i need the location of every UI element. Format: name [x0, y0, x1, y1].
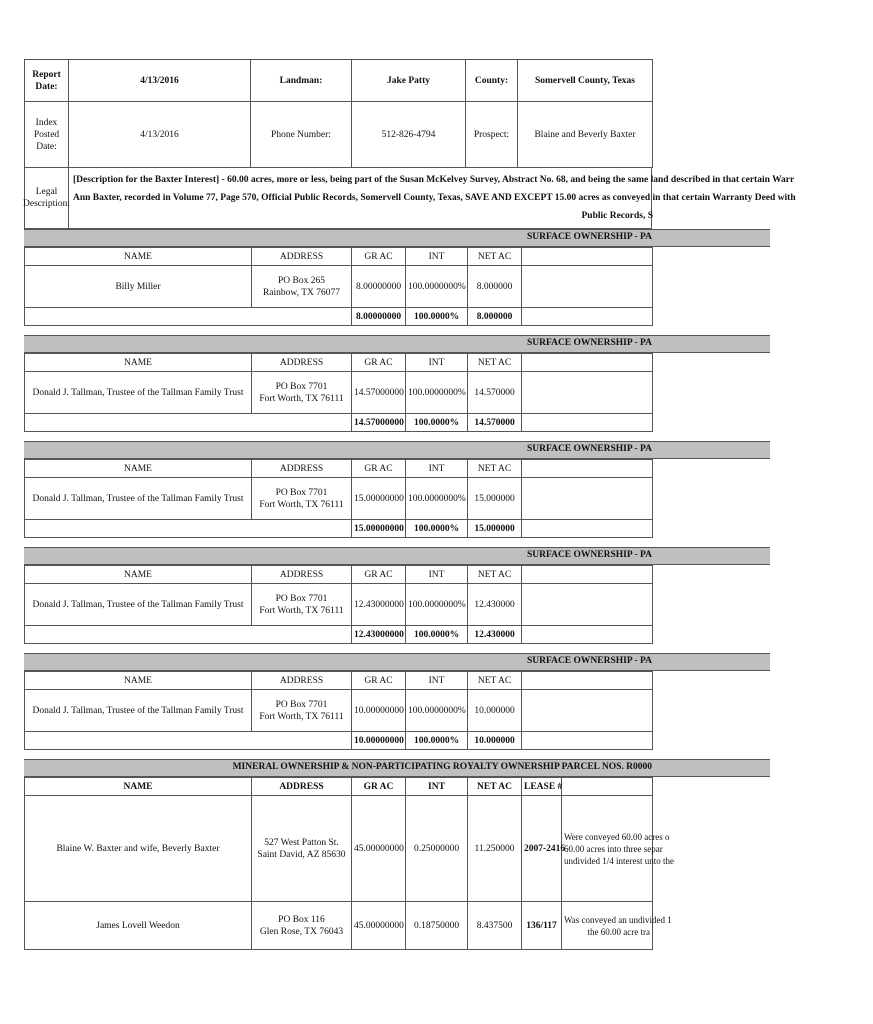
conveyance-note — [562, 902, 672, 950]
col-netac-header: NET AC — [468, 354, 522, 372]
col-netac-header: NET AC — [468, 248, 522, 266]
col-netac-header: NET AC — [468, 460, 522, 478]
total-row — [25, 308, 653, 326]
col-address-header: ADDRESS — [252, 354, 352, 372]
address-line-2: Rainbow, TX 76077 — [262, 287, 341, 298]
owner-address — [252, 266, 352, 308]
index-posted-value: 4/13/2016 — [69, 102, 251, 168]
note-line-1: Were conveyed 60.00 acres o — [564, 831, 670, 842]
lease-number: 136/117 — [522, 902, 562, 950]
surface-ownership-table — [24, 671, 653, 750]
interest: 0.18750000 — [406, 902, 468, 950]
col-grac-header: GR AC — [352, 778, 406, 796]
table-row — [25, 902, 653, 950]
report-date-value: 4/13/2016 — [69, 60, 251, 102]
surface-ownership-band — [24, 335, 770, 353]
legal-line-3: Public Records, S — [581, 211, 653, 221]
blank-cell — [522, 414, 653, 432]
note-line-2: the 60.00 acre tra — [587, 926, 650, 937]
blank-cell — [522, 266, 653, 308]
address-line-2: Fort Worth, TX 76111 — [259, 711, 344, 722]
owner-name: James Lovell Weedon — [25, 902, 252, 950]
total-net-acres: 14.570000 — [468, 414, 522, 432]
address-line-2: Fort Worth, TX 76111 — [259, 393, 344, 404]
interest: 100.0000000% — [406, 372, 468, 414]
net-acres: 11.250000 — [468, 796, 522, 902]
total-interest: 100.0000% — [406, 732, 468, 750]
table-row — [25, 584, 653, 626]
blank-cell — [522, 372, 653, 414]
owner-address — [252, 478, 352, 520]
address-line-1: PO Box 265 — [278, 275, 325, 286]
note-line-3: undivided 1/4 interest unto the — [564, 855, 674, 866]
net-acres: 15.000000 — [468, 478, 522, 520]
owner-name: Donald J. Tallman, Trustee of the Tallman Family Trust — [25, 478, 252, 520]
surface-ownership-title: SURFACE OWNERSHIP - PA — [526, 338, 652, 348]
owner-name: Billy Miller — [25, 266, 252, 308]
total-row — [25, 414, 653, 432]
blank-cell — [562, 778, 653, 796]
surface-ownership-table — [24, 565, 653, 644]
table-row — [25, 372, 653, 414]
mineral-ownership-title: MINERAL OWNERSHIP & NON-PARTICIPATING ROYALTY OWNERSHIP PARCEL NOS. R0000 — [232, 762, 652, 772]
total-interest: 100.0000% — [406, 414, 468, 432]
table-row — [25, 478, 653, 520]
total-gross-acres: 8.00000000 — [352, 308, 406, 326]
blank-cell — [522, 460, 653, 478]
legal-description — [23, 167, 796, 229]
owner-address — [252, 372, 352, 414]
blank-cell — [522, 690, 653, 732]
net-acres: 8.000000 — [468, 266, 522, 308]
owner-name: Blaine W. Baxter and wife, Beverly Baxter — [25, 796, 252, 902]
total-interest: 100.0000% — [406, 308, 468, 326]
total-gross-acres: 10.00000000 — [352, 732, 406, 750]
col-address-header: ADDRESS — [252, 248, 352, 266]
surface-ownership-title: SURFACE OWNERSHIP - PA — [526, 550, 652, 560]
legal-description-label: Legal Description: — [25, 167, 69, 229]
index-posted-label: Index Posted Date: — [25, 102, 69, 168]
table-row — [25, 796, 653, 902]
blank-cell — [522, 626, 653, 644]
net-acres: 12.430000 — [468, 584, 522, 626]
total-label-cell — [25, 626, 352, 644]
col-int-header: INT — [406, 460, 468, 478]
col-int-header: INT — [406, 566, 468, 584]
address-line-1: 527 West Patton St. — [264, 837, 339, 848]
blank-cell — [522, 566, 653, 584]
col-address-header: ADDRESS — [252, 778, 352, 796]
col-netac-header: NET AC — [468, 566, 522, 584]
interest: 0.25000000 — [406, 796, 468, 902]
total-row — [25, 732, 653, 750]
surface-ownership-band — [24, 547, 770, 565]
col-grac-header: GR AC — [352, 566, 406, 584]
total-label-cell — [25, 414, 352, 432]
col-name-header: NAME — [25, 566, 252, 584]
owner-address — [252, 584, 352, 626]
owner-address — [252, 796, 352, 902]
report-header-table — [24, 59, 653, 168]
surface-ownership-table — [24, 459, 653, 538]
mineral-ownership-table — [24, 777, 674, 950]
address-line-2: Fort Worth, TX 76111 — [259, 605, 344, 616]
lease-number: 2007-2416 — [522, 796, 562, 902]
blank-cell — [522, 308, 653, 326]
col-name-header: NAME — [25, 354, 252, 372]
blank-cell — [522, 732, 653, 750]
total-net-acres: 8.000000 — [468, 308, 522, 326]
surface-ownership-band — [24, 441, 770, 459]
total-gross-acres: 14.57000000 — [352, 414, 406, 432]
surface-ownership-title: SURFACE OWNERSHIP - PA — [526, 232, 652, 242]
col-name-header: NAME — [25, 672, 252, 690]
net-acres: 14.570000 — [468, 372, 522, 414]
conveyance-note — [562, 796, 674, 902]
address-line-1: PO Box 7701 — [275, 699, 328, 710]
address-line-1: PO Box 7701 — [275, 381, 328, 392]
col-int-header: INT — [406, 778, 468, 796]
col-grac-header: GR AC — [352, 460, 406, 478]
county-value: Somervell County, Texas — [518, 60, 653, 102]
col-netac-header: NET AC — [468, 672, 522, 690]
total-net-acres: 10.000000 — [468, 732, 522, 750]
blank-cell — [522, 672, 653, 690]
owner-address — [252, 902, 352, 950]
gross-acres: 14.57000000 — [352, 372, 406, 414]
total-label-cell — [25, 308, 352, 326]
col-int-header: INT — [406, 354, 468, 372]
col-int-header: INT — [406, 248, 468, 266]
gross-acres: 15.00000000 — [352, 478, 406, 520]
surface-ownership-band — [24, 229, 770, 247]
blank-cell — [522, 584, 653, 626]
interest: 100.0000000% — [406, 478, 468, 520]
gross-acres: 45.00000000 — [352, 796, 406, 902]
gross-acres: 8.00000000 — [352, 266, 406, 308]
col-name-header: NAME — [25, 460, 252, 478]
surface-ownership-band — [24, 653, 770, 671]
note-line-1: Was conveyed an undivided 1 — [564, 914, 672, 925]
col-address-header: ADDRESS — [252, 566, 352, 584]
note-wrapper — [564, 831, 674, 867]
col-grac-header: GR AC — [352, 354, 406, 372]
net-acres: 10.000000 — [468, 690, 522, 732]
address-line-2: Fort Worth, TX 76111 — [259, 499, 344, 510]
phone-label: Phone Number: — [251, 102, 352, 168]
col-name-header: NAME — [25, 248, 252, 266]
address-line-1: PO Box 7701 — [275, 487, 328, 498]
col-name-header: NAME — [25, 778, 252, 796]
col-int-header: INT — [406, 672, 468, 690]
table-row — [25, 690, 653, 732]
owner-name: Donald J. Tallman, Trustee of the Tallman Family Trust — [25, 372, 252, 414]
col-address-header: ADDRESS — [252, 672, 352, 690]
surface-ownership-title: SURFACE OWNERSHIP - PA — [526, 444, 652, 454]
col-address-header: ADDRESS — [252, 460, 352, 478]
col-netac-header: NET AC — [468, 778, 522, 796]
owner-name: Donald J. Tallman, Trustee of the Tallman Family Trust — [25, 690, 252, 732]
table-row — [25, 266, 653, 308]
surface-ownership-table — [24, 247, 653, 326]
note-wrapper — [564, 914, 672, 938]
col-lease-header: LEASE # — [522, 778, 562, 796]
surface-ownership-title: SURFACE OWNERSHIP - PA — [526, 656, 652, 666]
prospect-label: Prospect: — [466, 102, 518, 168]
landman-value: Jake Patty — [352, 60, 466, 102]
gross-acres: 45.00000000 — [352, 902, 406, 950]
note-line-2: 60.00 acres into three separ — [564, 843, 663, 854]
col-grac-header: GR AC — [352, 248, 406, 266]
total-row — [25, 626, 653, 644]
address-line-2: Saint David, AZ 85630 — [257, 849, 346, 860]
total-gross-acres: 15.00000000 — [352, 520, 406, 538]
legal-description-text — [73, 171, 873, 225]
col-grac-header: GR AC — [352, 672, 406, 690]
county-label: County: — [466, 60, 518, 102]
owner-name: Donald J. Tallman, Trustee of the Tallman Family Trust — [25, 584, 252, 626]
address-line-1: PO Box 116 — [278, 914, 325, 925]
legal-line-1: [Description for the Baxter Interest] - 60.00 acres, more or less, being part of the Susan McKelvey Survey, Abstract No. 68, and being the same land described in that certain Warr — [73, 175, 795, 185]
landman-label: Landman: — [251, 60, 352, 102]
total-net-acres: 15.000000 — [468, 520, 522, 538]
total-interest: 100.0000% — [406, 626, 468, 644]
gross-acres: 12.43000000 — [352, 584, 406, 626]
total-gross-acres: 12.43000000 — [352, 626, 406, 644]
mineral-ownership-band — [24, 759, 770, 777]
address-line-2: Glen Rose, TX 76043 — [259, 926, 344, 937]
total-interest: 100.0000% — [406, 520, 468, 538]
legal-line-2: Ann Baxter, recorded in Volume 77, Page 570, Official Public Records, Somervell County, Texas, SAVE AND EXCEPT 15.00 acres as conveyed in that certain Warranty Deed with — [73, 193, 796, 203]
owner-address — [252, 690, 352, 732]
gross-acres: 10.00000000 — [352, 690, 406, 732]
interest: 100.0000000% — [406, 690, 468, 732]
total-label-cell — [25, 520, 352, 538]
total-label-cell — [25, 732, 352, 750]
address-line-1: PO Box 7701 — [275, 593, 328, 604]
blank-cell — [522, 248, 653, 266]
interest: 100.0000000% — [406, 266, 468, 308]
phone-value: 512-826-4794 — [352, 102, 466, 168]
total-row — [25, 520, 653, 538]
net-acres: 8.437500 — [468, 902, 522, 950]
report-date-label: Report Date: — [25, 60, 69, 102]
blank-cell — [522, 354, 653, 372]
total-net-acres: 12.430000 — [468, 626, 522, 644]
blank-cell — [522, 520, 653, 538]
blank-cell — [522, 478, 653, 520]
interest: 100.0000000% — [406, 584, 468, 626]
surface-ownership-table — [24, 353, 653, 432]
prospect-value: Blaine and Beverly Baxter — [518, 102, 653, 168]
